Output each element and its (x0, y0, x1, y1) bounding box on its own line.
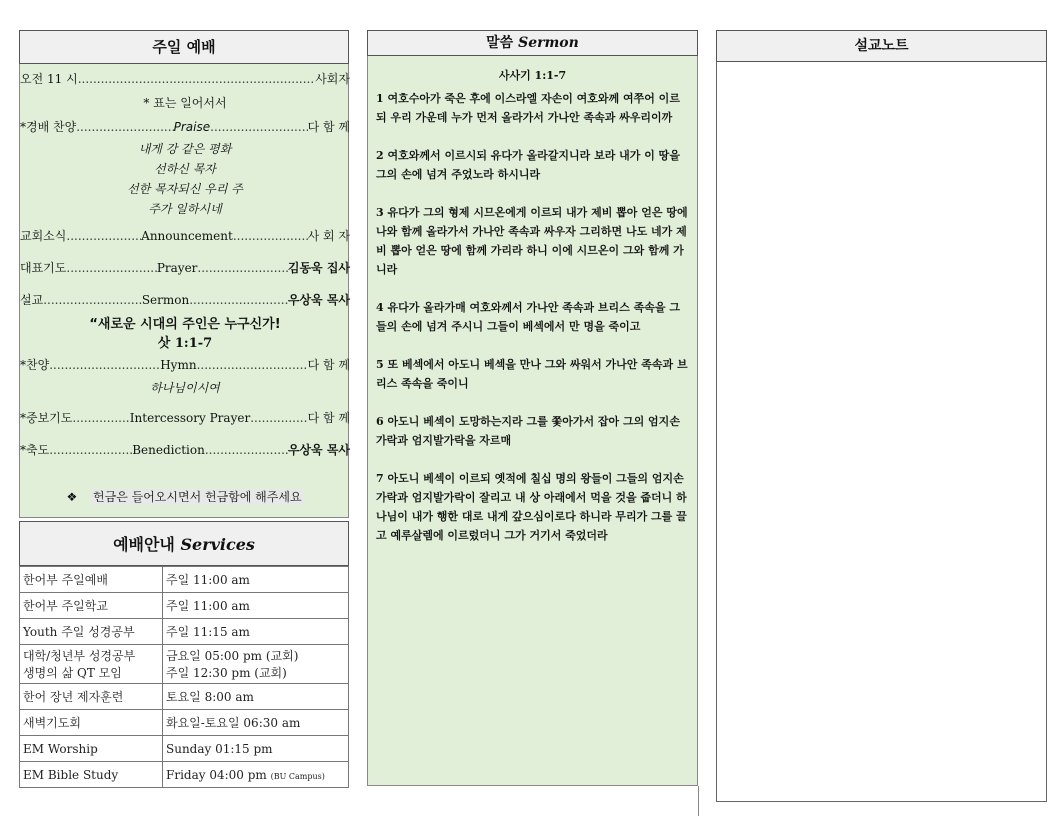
notes-area[interactable] (716, 62, 1047, 802)
sermon-header (367, 30, 698, 56)
order-item-sermon: 설교 (20, 293, 44, 307)
sermon-reference: 삿 1:1-7 (157, 336, 213, 351)
standing-note: * 표는 일어서서 (143, 96, 227, 110)
order-item-prayer-leader: 김동욱 집사 (287, 261, 351, 275)
verse: 1 여호수아가 죽은 후에 이스라엘 자손이 여호와께 여쭈어 이르되 우리 가운데 누가 먼저 올라가서 가나안 족속과 싸우리이까 (376, 92, 680, 124)
order-item-praise: *경배 찬양 (20, 120, 77, 134)
offering-notice-text: 헌금은 들어오시면서 헌금함에 해주세요 (93, 490, 302, 504)
order-item-hymn-leader: 다 함 께 (307, 358, 351, 372)
order-line-benediction (20, 441, 350, 459)
order-line-prayer (20, 259, 350, 277)
hymn-title: 하나님이시여 (150, 381, 220, 395)
verse: 2 여호와께서 이르시되 유다가 올라갈지니라 보라 내가 이 땅을 그의 손에 넘겨 주었노라 하시니라 (376, 149, 680, 181)
order-item-announcement-en: Announcement (141, 229, 233, 243)
verse: 6 아도니 베섹이 도망하는지라 그를 쫓아가서 잡아 그의 엄지손가락과 엄지발가락을 자르매 (376, 415, 680, 447)
order-item-intercessory: *중보기도 (20, 411, 73, 425)
notes-title: 설교노트 (716, 30, 1047, 62)
sermon-section (367, 30, 698, 786)
sermon-title: “새로운 시대의 주인은 누구신가! (89, 317, 281, 332)
worship-title: 주일 예배 (19, 30, 349, 64)
services-table (19, 566, 349, 788)
table-row: Youth 주일 성경공부 주일 11:15 am (20, 619, 349, 645)
services-title-en: Services (180, 535, 255, 554)
diamond-bullet-icon: ❖ (66, 490, 78, 504)
order-line-time (20, 70, 350, 88)
sermon-header-en: Sermon (518, 35, 579, 51)
praise-song: 선한 목자되신 우리 주 (127, 182, 243, 196)
order-line-hymn (20, 356, 350, 374)
order-item-hymn-en: Hymn (160, 358, 197, 372)
table-row: EM Worship Sunday 01:15 pm (20, 736, 349, 762)
table-row: 한어부 주일예배 주일 11:00 am (20, 567, 349, 593)
order-item-praise-en: Praise (173, 120, 211, 134)
order-time: 오전 11 시 (20, 72, 78, 86)
order-item-intercessory-en: Intercessory Prayer (129, 411, 251, 425)
order-item-prayer-en: Prayer (156, 261, 198, 275)
praise-song: 주가 일하시네 (148, 202, 222, 216)
worship-order-box (19, 64, 349, 518)
table-row: 한어부 주일학교 주일 11:00 am (20, 593, 349, 619)
sermon-body (367, 56, 698, 786)
order-line-sermon (20, 291, 350, 309)
order-item-announcement: 교회소식 (20, 229, 67, 243)
table-row: 대학/청년부 성경공부 생명의 삶 QT 모임 금요일 05:00 pm (교회) 주일 12:30 pm (교회) (20, 645, 349, 684)
order-line-announcement (20, 227, 350, 245)
praise-song: 내게 강 같은 평화 (138, 142, 232, 156)
verse: 5 또 베섹에서 아도니 베섹을 만나 그와 싸워서 가나안 족속과 브리스 족속을 죽이니 (376, 358, 688, 390)
order-line-intercessory (20, 409, 350, 427)
offering-notice (20, 488, 350, 505)
order-line-praise (20, 118, 350, 136)
table-row: 한어 장년 제자훈련 토요일 8:00 am (20, 684, 349, 710)
table-row: 새벽기도회 화요일-토요일 06:30 am (20, 710, 349, 736)
order-item-sermon-preacher: 우상욱 목사 (287, 293, 350, 307)
praise-song: 선하신 목자 (154, 162, 216, 176)
order-item-prayer: 대표기도 (20, 261, 67, 275)
verse: 7 아도니 베섹이 이르되 옛적에 칠십 명의 왕들이 그들의 엄지손가락과 엄지발가락이 잘리고 내 상 아래에서 먹을 것을 줍더니 하나님이 내가 행한 대로 내게 갚으심이로다 하니라 무리가 그를 끌고 예루살렘에 이르렀더니 그가 거기서 죽었더라 (376, 472, 687, 542)
order-time-role: 사회자 (315, 72, 350, 86)
services-section (19, 521, 349, 788)
worship-order-section (19, 30, 349, 518)
table-row: EM Bible Study Friday 04:00 pm (BU Campus) (20, 762, 349, 788)
verse: 4 유다가 올라가매 여호와께서 가나안 족속과 브리스 족속을 그들의 손에 넘겨 주시니 그들이 베섹에서 만 명을 죽이고 (376, 301, 680, 333)
order-item-announcement-leader: 사 회 자 (307, 229, 351, 243)
sermon-header-ko: 말씀 (486, 35, 514, 51)
services-title-ko: 예배안내 (113, 535, 175, 554)
order-item-sermon-en: Sermon (141, 293, 190, 307)
scripture-reference: 사사기 1:1-7 (498, 69, 567, 82)
order-item-benediction-leader: 우상욱 목사 (287, 443, 350, 457)
order-item-benediction-en: Benediction (132, 443, 205, 457)
notes-section (716, 30, 1047, 802)
divider (698, 786, 699, 816)
services-title (19, 521, 349, 566)
order-item-benediction: *축도 (20, 443, 50, 457)
order-item-intercessory-leader: 다 함 께 (307, 411, 350, 425)
order-item-hymn: *찬양 (20, 358, 50, 372)
order-item-praise-leader: 다 함 께 (307, 120, 350, 134)
verse: 3 유다가 그의 형제 시므온에게 이르되 내가 제비 뽑아 얻은 땅에 나와 함께 올라가서 가나안 족속과 싸우자 그리하면 나도 네가 제비 뽑아 얻은 땅에 함께 가리라 하니 이에 시므온이 그와 함께 가니라 (376, 206, 688, 276)
